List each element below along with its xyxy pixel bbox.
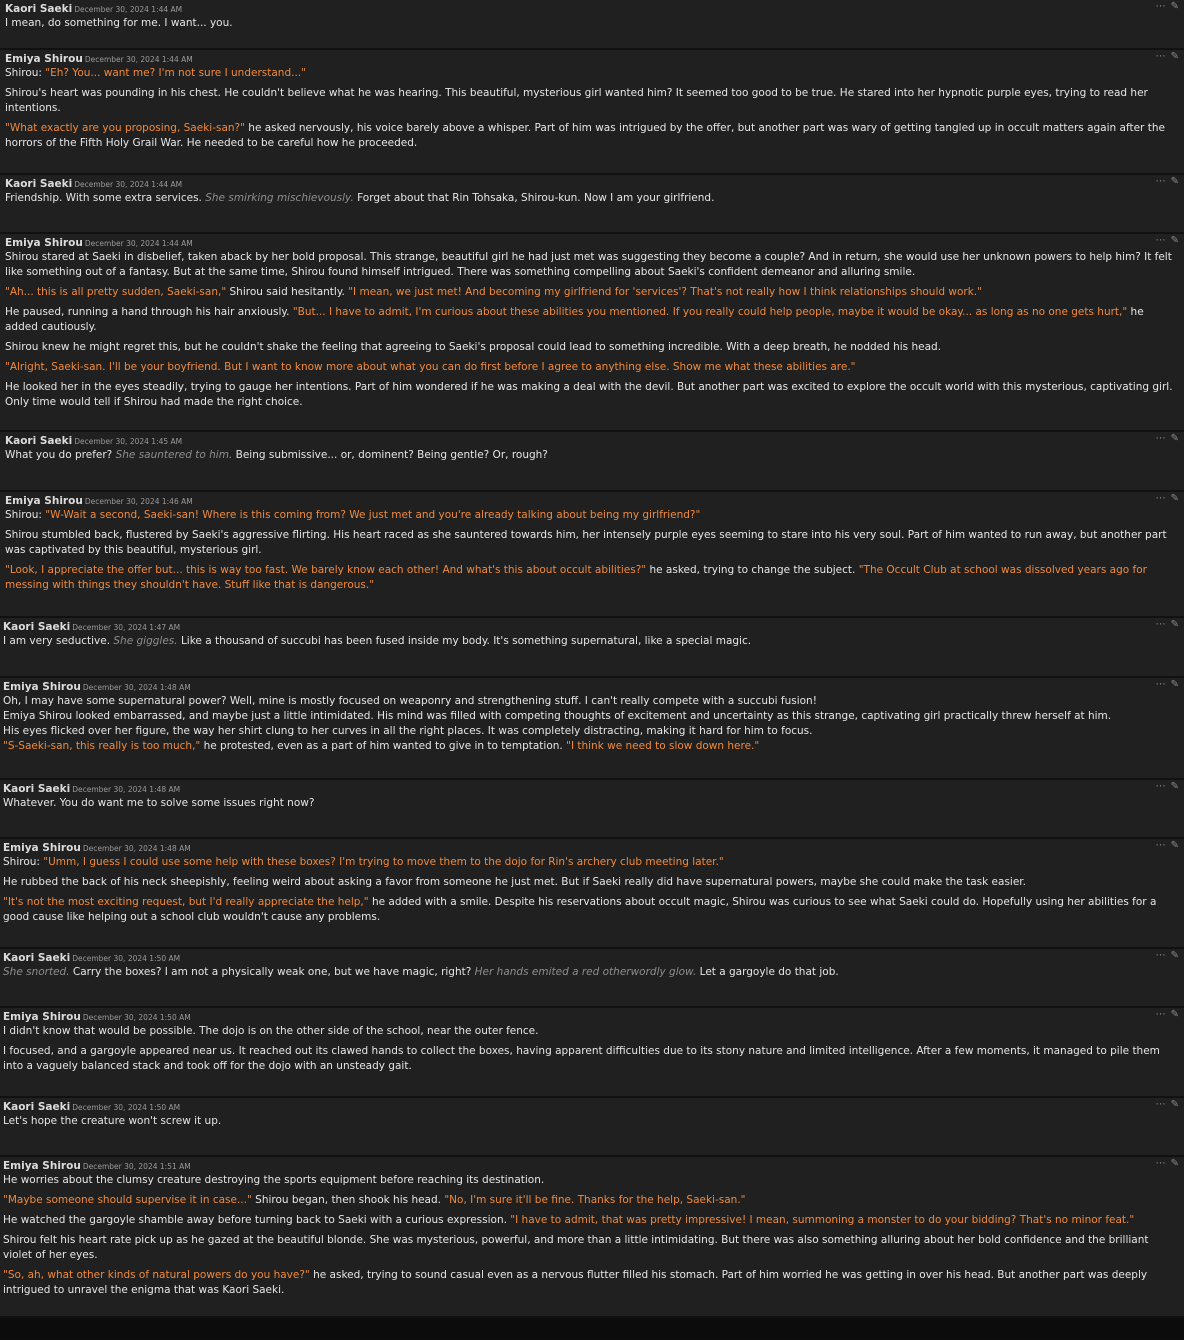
message-actions (1151, 1100, 1179, 1110)
edit-icon[interactable]: ✎ (1170, 950, 1179, 961)
timestamp: December 30, 2024 1:48 AM (82, 683, 191, 692)
author-name[interactable]: Kaori Saeki (5, 3, 73, 15)
message-text: He worries about the clumsy creature destroying the sports equipment before reaching its destination. (3, 1174, 545, 1186)
message-text: Shirou's heart was pounding in his chest. He couldn't believe what he was hearing. This beautiful, mysterious girl wanted him? It seemed too good to be true. He stared into her hypnotic purple eyes, trying to read her intentions. (5, 87, 1148, 114)
chat-message (0, 0, 1184, 50)
message-paragraph (3, 796, 1178, 811)
message-text: I focused, and a gargoyle appeared near us. It reached out its clawed hands to collect the boxes, having apparent difficulties due to its stony nature and limited intelligence. After a few moments, it managed to pile them into a vaguely balanced stack and took off for the dojo with an unsteady gait. (3, 1045, 1160, 1072)
chat-message (0, 839, 1184, 949)
message-actions (1151, 782, 1179, 792)
message-paragraph (5, 508, 1178, 523)
message-header (3, 620, 1178, 634)
author-name[interactable]: Emiya Shirou (3, 1011, 81, 1023)
message-paragraph (3, 724, 1178, 739)
message-paragraph (3, 1044, 1178, 1074)
message-paragraph (3, 1268, 1178, 1298)
message-text: I am very seductive. (3, 635, 114, 647)
message-text: he added with a smile. Despite his reservations about occult magic, Shirou was curious to see what Saeki could do. Hopefully using her abilities for a good cause like helping out a school club wouldn't cause any problems. (3, 896, 1157, 923)
message-text: What you do prefer? (5, 449, 116, 461)
message-paragraph (5, 121, 1178, 151)
author-name[interactable]: Emiya Shirou (3, 842, 81, 854)
author-name[interactable]: Emiya Shirou (3, 1160, 81, 1172)
timestamp: December 30, 2024 1:48 AM (82, 844, 191, 853)
edit-icon[interactable]: ✎ (1170, 1158, 1179, 1169)
message-header (5, 2, 1178, 16)
message-header (3, 680, 1178, 694)
message-actions (1151, 1159, 1179, 1169)
message-text: Carry the boxes? I am not a physically weak one, but we have magic, right? (69, 966, 475, 978)
action-text: Her hands emited a red otherwordly glow. (474, 966, 697, 978)
message-text: Being submissive... or, dominent? Being gentle? Or, rough? (232, 449, 548, 461)
dialogue-quote: "I think we need to slow down here." (566, 740, 760, 752)
message-text: Shirou stumbled back, flustered by Saeki's aggressive flirting. His heart raced as she sauntered towards him, her intensely purple eyes seeming to stare into his very soul. Part of him wanted to run away, but another part was captivated by this beautiful, mysterious girl. (5, 529, 1167, 556)
edit-icon[interactable]: ✎ (1170, 1099, 1179, 1110)
message-actions (1151, 680, 1179, 690)
message-text: Shirou felt his heart rate pick up as he gazed at the beautiful blonde. She was mysterious, powerful, and more than a little intimidating. But there was also something alluring about her bold confidence and the brilliant violet of her eyes. (3, 1234, 1149, 1261)
dialogue-quote: "What exactly are you proposing, Saeki-san?" (5, 122, 245, 134)
message-text: Shirou knew he might regret this, but he couldn't shake the feeling that agreeing to Saeki's proposal could lead to something incredible. With a deep breath, he nodded his head. (5, 341, 942, 353)
edit-icon[interactable]: ✎ (1170, 235, 1179, 246)
message-paragraph (3, 739, 1178, 754)
message-text: I mean, do something for me. I want... you. (5, 17, 233, 29)
message-paragraph (3, 1024, 1178, 1039)
more-options-icon[interactable]: ⋯ (1155, 235, 1166, 246)
message-paragraph (3, 1233, 1178, 1263)
dialogue-quote: "Ah... this is all pretty sudden, Saeki-san," (5, 286, 227, 298)
message-paragraph (5, 360, 1178, 375)
message-header (5, 236, 1178, 250)
author-name[interactable]: Kaori Saeki (3, 1101, 71, 1113)
message-text: Let's hope the creature won't screw it up. (3, 1115, 222, 1127)
edit-icon[interactable]: ✎ (1170, 176, 1179, 187)
chat-message (0, 1008, 1184, 1098)
action-text: She smirking mischievously. (205, 192, 354, 204)
message-paragraph (3, 855, 1178, 870)
more-options-icon[interactable]: ⋯ (1155, 433, 1166, 444)
message-paragraph (5, 305, 1178, 335)
message-paragraph (3, 895, 1178, 925)
more-options-icon[interactable]: ⋯ (1155, 679, 1166, 690)
message-text: Whatever. You do want me to solve some issues right now? (3, 797, 315, 809)
more-options-icon[interactable]: ⋯ (1155, 176, 1166, 187)
author-name[interactable]: Kaori Saeki (5, 178, 73, 190)
author-name[interactable]: Emiya Shirou (5, 237, 83, 249)
message-header (3, 841, 1178, 855)
more-options-icon[interactable]: ⋯ (1155, 51, 1166, 62)
edit-icon[interactable]: ✎ (1170, 840, 1179, 851)
message-paragraph (5, 380, 1178, 410)
chat-message (0, 678, 1184, 780)
message-paragraph (5, 340, 1178, 355)
edit-icon[interactable]: ✎ (1170, 679, 1179, 690)
timestamp: December 30, 2024 1:50 AM (82, 1013, 191, 1022)
more-options-icon[interactable]: ⋯ (1155, 619, 1166, 630)
more-options-icon[interactable]: ⋯ (1155, 493, 1166, 504)
chat-message (0, 234, 1184, 432)
message-text: Shirou: (5, 509, 46, 521)
timestamp: December 30, 2024 1:45 AM (74, 437, 183, 446)
timestamp: December 30, 2024 1:44 AM (74, 180, 183, 189)
dialogue-quote: "So, ah, what other kinds of natural powers do you have?" (3, 1269, 310, 1281)
message-paragraph (3, 1213, 1178, 1228)
message-text: Shirou stared at Saeki in disbelief, taken aback by her bold proposal. This strange, beautiful girl he had just met was suggesting they become a couple? And in return, she would use her unknown powers to help him? It felt like something out of a fantasy. But at the same time, Shirou found himself intrigued. There was something compelling about Saeki's confident demeanor and alluring smile. (5, 251, 1172, 278)
dialogue-quote: "I mean, we just met! And becoming my girlfriend for 'services'? That's not really how I think relationships should work." (348, 286, 982, 298)
message-header (3, 1010, 1178, 1024)
chat-message (0, 175, 1184, 234)
dialogue-quote: "Alright, Saeki-san. I'll be your boyfriend. But I want to know more about what you can do first before I agree to anything else. Show me what these abilities are." (5, 361, 856, 373)
message-paragraph (3, 634, 1178, 649)
more-options-icon[interactable]: ⋯ (1155, 1, 1166, 12)
timestamp: December 30, 2024 1:44 AM (84, 55, 193, 64)
timestamp: December 30, 2024 1:51 AM (82, 1162, 191, 1171)
message-actions (1151, 434, 1179, 444)
edit-icon[interactable]: ✎ (1170, 1009, 1179, 1020)
dialogue-quote: "It's not the most exciting request, but I'd really appreciate the help," (3, 896, 369, 908)
chat-message (0, 432, 1184, 492)
timestamp: December 30, 2024 1:47 AM (72, 623, 181, 632)
timestamp: December 30, 2024 1:44 AM (84, 239, 193, 248)
message-actions (1151, 951, 1179, 961)
message-actions (1151, 494, 1179, 504)
author-name[interactable]: Kaori Saeki (3, 783, 71, 795)
dialogue-quote: "No, I'm sure it'll be fine. Thanks for the help, Saeki-san." (444, 1194, 746, 1206)
more-options-icon[interactable]: ⋯ (1155, 950, 1166, 961)
message-text: Shirou: (3, 856, 44, 868)
chat-message (0, 1098, 1184, 1157)
timestamp: December 30, 2024 1:48 AM (72, 785, 181, 794)
message-text: he asked, trying to change the subject. (646, 564, 859, 576)
message-paragraph (5, 191, 1178, 206)
author-name[interactable]: Kaori Saeki (5, 435, 73, 447)
message-header (3, 951, 1178, 965)
more-options-icon[interactable]: ⋯ (1155, 1158, 1166, 1169)
message-actions (1151, 52, 1179, 62)
chat-message (0, 780, 1184, 839)
message-paragraph (3, 875, 1178, 890)
message-header (5, 52, 1178, 66)
message-paragraph (5, 16, 1178, 31)
message-header (5, 177, 1178, 191)
message-text: Emiya Shirou looked embarrassed, and maybe just a little intimidated. His mind was filled with competing thoughts of excitement and uncertainty as this strange, captivating girl practically threw herself at him. (3, 710, 1112, 722)
message-paragraph (5, 86, 1178, 116)
edit-icon[interactable]: ✎ (1170, 619, 1179, 630)
message-paragraph (3, 694, 1178, 709)
message-paragraph (3, 1193, 1178, 1208)
message-actions (1151, 2, 1179, 12)
more-options-icon[interactable]: ⋯ (1155, 781, 1166, 792)
message-text: Shirou said hesitantly. (226, 286, 349, 298)
message-text: Friendship. With some extra services. (5, 192, 206, 204)
message-text: he added cautiously. (5, 306, 1144, 333)
edit-icon[interactable]: ✎ (1170, 51, 1179, 62)
timestamp: December 30, 2024 1:50 AM (72, 1103, 181, 1112)
dialogue-quote: "I have to admit, that was pretty impressive! I mean, summoning a monster to do your bidding? That's no minor feat." (510, 1214, 1135, 1226)
message-text: he protested, even as a part of him wanted to give in to temptation. (200, 740, 567, 752)
message-text: He watched the gargoyle shamble away before turning back to Saeki with a curious expression. (3, 1214, 511, 1226)
dialogue-quote: "But... I have to admit, I'm curious about these abilities you mentioned. If you really could help people, maybe it would be okay... as long as no one gets hurt," (292, 306, 1128, 318)
message-actions (1151, 841, 1179, 851)
author-name[interactable]: Emiya Shirou (5, 53, 83, 65)
timestamp: December 30, 2024 1:50 AM (72, 954, 181, 963)
message-text: He looked her in the eyes steadily, trying to gauge her intentions. Part of him wondered if he was making a deal with the devil. But another part was excited to explore the occult world with this mysterious, captivating girl. Only time would tell if Shirou had made the right choice. (5, 381, 1173, 408)
chat-message (0, 618, 1184, 678)
message-paragraph (3, 1173, 1178, 1188)
message-text: he asked, trying to sound casual even as a nervous flutter filled his stomach. Part of him worried he was getting in over his head. But another part was deeply intrigued to unravel the enigma that was Kaori Saeki. (3, 1269, 1148, 1296)
message-text: he asked nervously, his voice barely above a whisper. Part of him was intrigued by the offer, but another part was wary of getting tangled up in occult matters again after the horrors of the Fifth Holy Grail War. He needed to be careful how he proceeded. (5, 122, 1165, 149)
dialogue-quote: "The Occult Club at school was dissolved years ago for messing with things they shouldn't have. Stuff like that is dangerous." (5, 564, 1147, 591)
message-paragraph (3, 709, 1178, 724)
chat-message (0, 1157, 1184, 1318)
message-paragraph (5, 250, 1178, 280)
dialogue-quote: "Look, I appreciate the offer but... this is way too fast. We barely know each other! And what's this about occult abilities?" (5, 564, 647, 576)
action-text: She giggles. (113, 635, 178, 647)
author-name[interactable]: Kaori Saeki (3, 952, 71, 964)
message-actions (1151, 236, 1179, 246)
message-text: He rubbed the back of his neck sheepishly, feeling weird about asking a favor from someone he just met. But if Saeki really did have supernatural powers, maybe she could make the task easier. (3, 876, 1026, 888)
message-text: Like a thousand of succubi has been fused inside my body. It's something supernatural, like a special magic. (177, 635, 752, 647)
chat-message (0, 50, 1184, 175)
dialogue-quote: "W-Wait a second, Saeki-san! Where is this coming from? We just met and you're already talking about being my girlfriend?" (45, 509, 701, 521)
message-paragraph (5, 563, 1178, 593)
message-header (3, 1100, 1178, 1114)
message-text: His eyes flicked over her figure, the way her shirt clung to her curves in all the right places. It was completely distracting, making it hard for him to focus. (3, 725, 813, 737)
message-text: Shirou: (5, 67, 46, 79)
edit-icon[interactable]: ✎ (1170, 1, 1179, 12)
more-options-icon[interactable]: ⋯ (1155, 840, 1166, 851)
dialogue-quote: "Maybe someone should supervise it in case..." (3, 1194, 252, 1206)
message-paragraph (5, 528, 1178, 558)
message-text: Let a gargoyle do that job. (696, 966, 839, 978)
message-actions (1151, 177, 1179, 187)
message-paragraph (5, 448, 1178, 463)
message-text: Shirou began, then shook his head. (251, 1194, 445, 1206)
message-header (3, 782, 1178, 796)
dialogue-quote: "Umm, I guess I could use some help with these boxes? I'm trying to move them to the dojo for Rin's archery club meeting later." (43, 856, 724, 868)
author-name[interactable]: Kaori Saeki (3, 621, 71, 633)
chat-message (0, 492, 1184, 618)
timestamp: December 30, 2024 1:44 AM (74, 5, 183, 14)
edit-icon[interactable]: ✎ (1170, 433, 1179, 444)
action-text: She sauntered to him. (115, 449, 233, 461)
message-text: Oh, I may have some supernatural power? Well, mine is mostly focused on weaponry and strengthening stuff. I can't really compete with a succubi fusion! (3, 695, 817, 707)
action-text: She snorted. (3, 966, 70, 978)
message-actions (1151, 1010, 1179, 1020)
message-text: Forget about that Rin Tohsaka, Shirou-kun. Now I am your girlfriend. (353, 192, 715, 204)
message-text: I didn't know that would be possible. The dojo is on the other side of the school, near the outer fence. (3, 1025, 539, 1037)
dialogue-quote: "Eh? You... want me? I'm not sure I understand..." (45, 67, 306, 79)
author-name[interactable]: Emiya Shirou (3, 681, 81, 693)
message-actions (1151, 620, 1179, 630)
author-name[interactable]: Emiya Shirou (5, 495, 83, 507)
message-header (5, 434, 1178, 448)
edit-icon[interactable]: ✎ (1170, 493, 1179, 504)
message-text: He paused, running a hand through his hair anxiously. (5, 306, 293, 318)
dialogue-quote: "S-Saeki-san, this really is too much," (3, 740, 201, 752)
chat-message (0, 949, 1184, 1008)
message-header (5, 494, 1178, 508)
message-paragraph (5, 285, 1178, 300)
message-header (3, 1159, 1178, 1173)
message-paragraph (3, 1114, 1178, 1129)
more-options-icon[interactable]: ⋯ (1155, 1009, 1166, 1020)
edit-icon[interactable]: ✎ (1170, 781, 1179, 792)
timestamp: December 30, 2024 1:46 AM (84, 497, 193, 506)
message-paragraph (3, 965, 1178, 980)
more-options-icon[interactable]: ⋯ (1155, 1099, 1166, 1110)
message-paragraph (5, 66, 1178, 81)
